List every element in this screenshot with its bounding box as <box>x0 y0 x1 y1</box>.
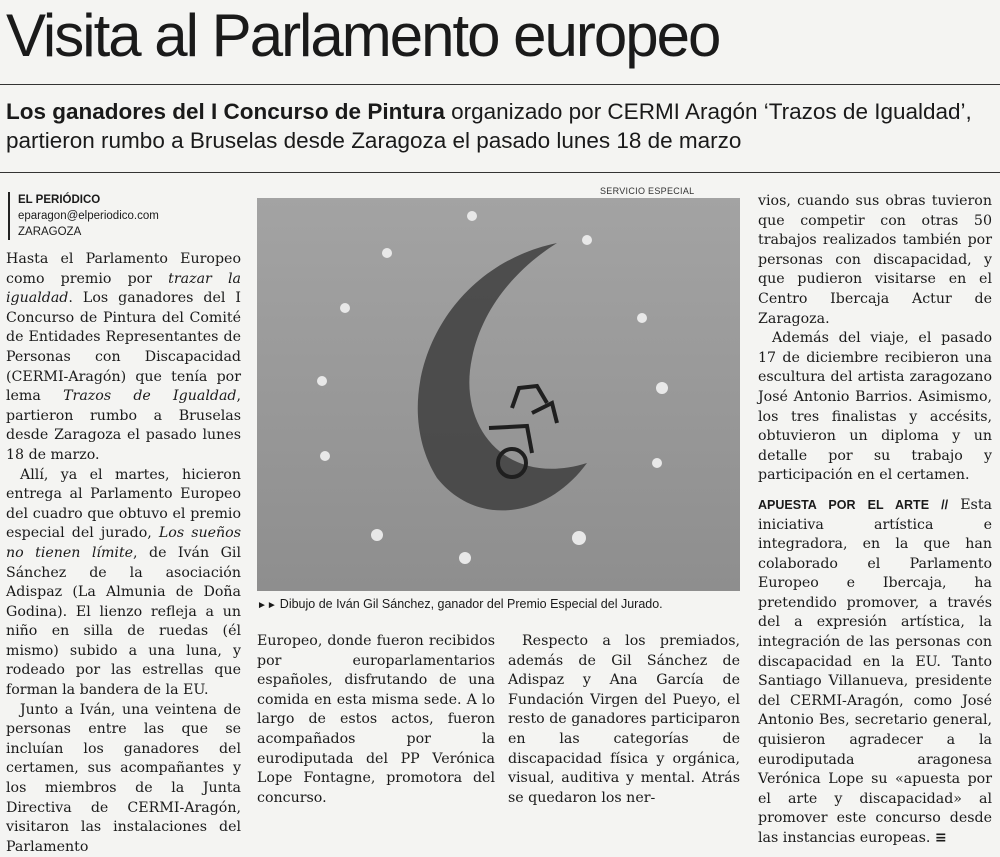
byline-publication: EL PERIÓDICO <box>18 194 101 206</box>
headline: Visita al Parlamento europeo <box>6 2 720 69</box>
paragraph-2-text-b: , de Iván Gil Sánchez de la asociación Adispaz (La Almunia de Doña Godina). El lienzo refleja a un niño en silla de ruedas (él mismo) subido a una luna, y rodeado por las estrellas que forman la bandera de la EU. <box>6 544 241 699</box>
paragraph-2-emphasis: Los sueños no tienen límite <box>6 525 241 561</box>
star <box>582 235 592 245</box>
body-column-1 <box>6 250 241 857</box>
star <box>382 248 392 258</box>
star <box>320 451 330 461</box>
paragraph-1 <box>6 250 241 466</box>
star <box>371 529 383 541</box>
paragraph-3-continued: Europeo, donde fueron recibidos por europarlamentarios españoles, disfrutando de una comida en esta misma sede. A lo largo de estos actos, fueron acompañados por la eurodiputada del PP Verónica Lope Fontagne, promotora del concurso. <box>257 633 495 806</box>
paragraph-5: Además del viaje, el pasado 17 de diciembre recibieron una escultura del artista zaragozano José Antonio Barrios. Asimismo, los tres finalistas y accésits, obtuvieron un diploma y un detalle por su trabajo y participación en el certamen. <box>758 330 992 484</box>
headline-rule <box>0 84 1000 85</box>
deck <box>6 97 991 155</box>
star <box>340 303 350 313</box>
paragraph-6-text: Esta iniciativa artística e integradora, en la que han colaborado el Parlamento Europeo e Ibercaja, ha pretendido promover, a través del a expresión artística, la integración de las personas con discapacidad en la EU. Tanto Santiago Villanueva, presidente del CERMI-Aragón, como José Antonio Bes, secretario general, quisieron agradecer a la eurodiputada aragonesa Verónica Lope su «apuesta por el arte y discapacidad» al promover este concurso desde las instancias europeas. <box>758 496 992 846</box>
painting-illustration <box>257 198 740 591</box>
paragraph-1-emphasis-2: Trazos de Igualdad <box>63 388 237 405</box>
subhead-apuesta: APUESTA POR EL ARTE <box>758 497 930 512</box>
painting-photo <box>257 198 740 591</box>
body-column-4 <box>758 192 992 849</box>
star <box>656 382 668 394</box>
byline-city: ZARAGOZA <box>18 226 82 238</box>
star <box>637 313 647 323</box>
star <box>572 531 586 545</box>
body-column-2 <box>257 632 495 808</box>
deck-rule <box>0 172 1000 173</box>
paragraph-4: Respecto a los premiados, además de Gil Sánchez de Adispaz y Ana García de Fundación Virgen del Pueyo, el resto de ganadores participaron en las categorías de discapacidad física y orgánica, visual, auditiva y mental. Atrás se quedaron los ner- <box>508 633 740 806</box>
end-mark-icon: ≡ <box>934 830 947 846</box>
subhead-separator: // <box>929 497 961 512</box>
painting-sky <box>257 198 740 591</box>
deck-rest: organizado por CERMI Aragón ‘Trazos de Igualdad’, partieron rumbo a Bruselas desde Zaragoza el pasado lunes 18 de marzo <box>6 99 972 153</box>
star <box>652 458 662 468</box>
star <box>317 376 327 386</box>
paragraph-6 <box>758 496 992 849</box>
star <box>459 552 471 564</box>
caption-text: Dibujo de Iván Gil Sánchez, ganador del Premio Especial del Jurado. <box>279 597 663 611</box>
section-gap <box>758 486 992 496</box>
paragraph-1-text-a: Hasta el Parlamento Europeo como premio por <box>6 251 241 287</box>
photo-credit: SERVICIO ESPECIAL <box>600 186 695 196</box>
body-column-3 <box>508 632 740 808</box>
paragraph-1-emphasis: trazar la igualdad <box>6 270 241 307</box>
paragraph-2-text-a: Allí, ya el martes, hicieron entrega al Parlamento Europeo del cuadro que obtuvo el premio especial del jurado, <box>6 466 241 542</box>
paragraph-3: Junto a Iván, una veintena de personas entre las que se incluían los ganadores del certamen, sus acompañantes y los miembros de la Junta Directiva de CERMI-Aragón, visitaron las instalaciones del Parlamento <box>6 701 241 855</box>
byline <box>8 192 159 240</box>
deck-bold: Los ganadores del I Concurso de Pintura <box>6 99 445 124</box>
star <box>467 211 477 221</box>
paragraph-1-text-c: , partieron rumbo a Bruselas desde Zaragoza el pasado lunes 18 de marzo. <box>6 388 241 463</box>
paragraph-4-continued: vios, cuando sus obras tuvieron que competir con otras 50 trabajos realizados también por personas con discapacidad, y que pudieron visitarse en el Centro Ibercaja Actur de Zaragoza. <box>758 193 992 327</box>
photo-caption <box>257 596 740 614</box>
paragraph-1-text-b: . Los ganadores del I Concurso de Pintura del Comité de Entidades Representantes de Personas con Discapacidad (CERMI-Aragón) que tenía por lema <box>6 290 241 405</box>
caption-marker: ►► <box>257 600 277 611</box>
byline-email: eparagon@elperiodico.com <box>18 210 159 222</box>
paragraph-2 <box>6 466 241 701</box>
